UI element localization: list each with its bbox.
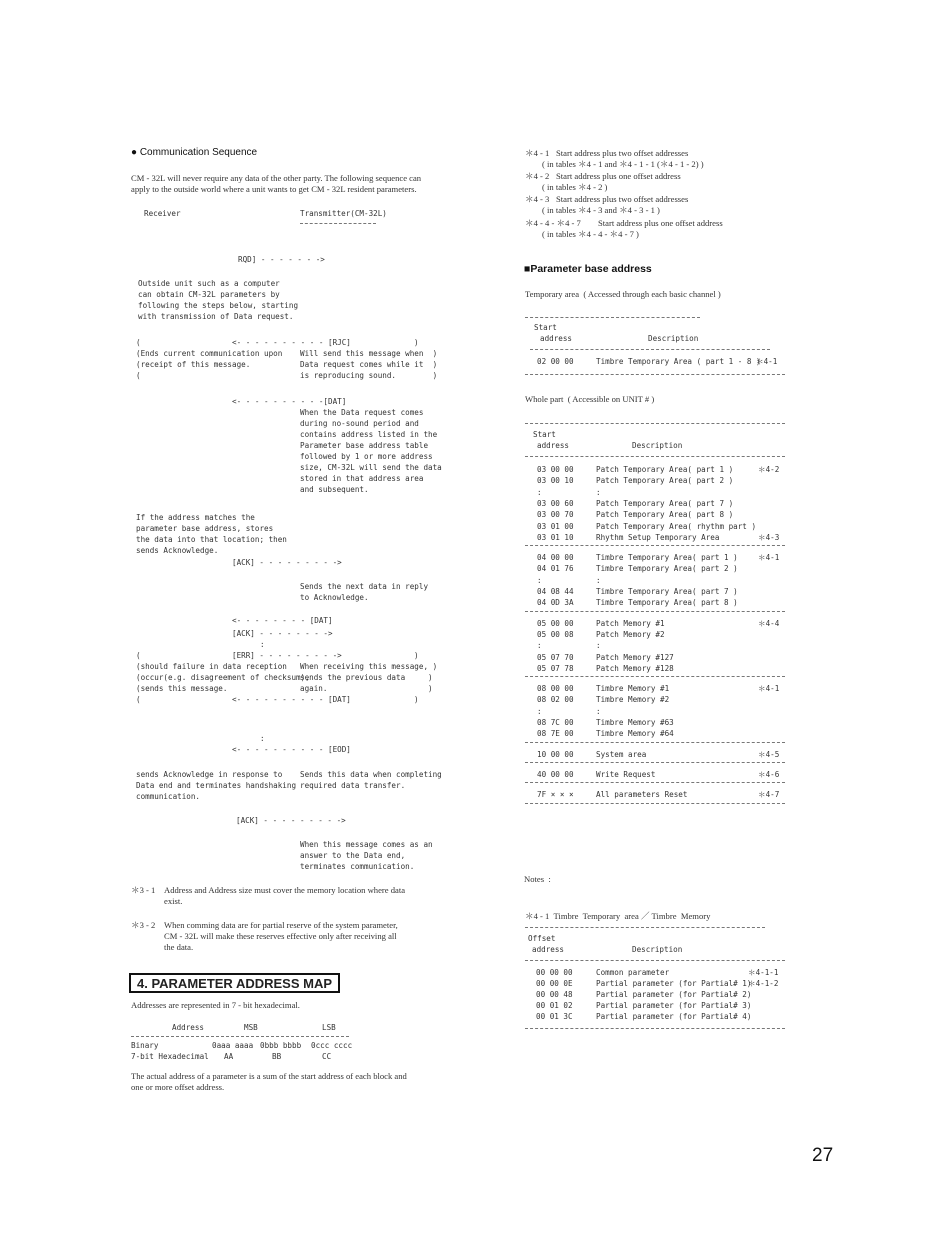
whole-row-desc: :	[596, 487, 601, 497]
map-hex-aa: AA	[224, 1052, 234, 1061]
outside-unit-3: following the steps below, starting	[138, 301, 299, 310]
whole-row-desc: System area	[596, 749, 647, 759]
rjc-right-2: Data request comes while it )	[300, 360, 438, 369]
notes-row-desc: Partial parameter (for Partial# 2)	[596, 990, 752, 999]
notes-row-desc: Partial parameter (for Partial# 1)	[596, 979, 752, 988]
err-right-2: sends the previous data )	[300, 673, 433, 682]
next-data-2: to Acknowledge.	[300, 593, 369, 602]
rjc-left-3: (	[136, 371, 141, 380]
intro-line-1: CM - 32L will never require any data of the other party. The following sequence can	[131, 173, 422, 183]
notes-row-desc: Common parameter	[596, 968, 670, 977]
ack-arrow-2: [ACK] - - - - - - - ->	[232, 629, 333, 638]
notes-row-desc: Partial parameter (for Partial# 3)	[596, 1001, 752, 1010]
whole-row-ref: ＊4-2	[758, 465, 780, 474]
err-left-3: (sends this message.	[136, 684, 228, 693]
dat-desc-5: followed by 1 or more address	[300, 452, 433, 461]
final-desc-3: terminates communication.	[300, 862, 415, 871]
receiver-label: Receiver	[144, 209, 181, 218]
map-head-address: Address	[172, 1023, 205, 1032]
temporary-area-label: Temporary area ( Accessed through each basic channel )	[525, 289, 721, 299]
whole-row-addr: :	[537, 575, 542, 585]
dat-arrow-1: <- - - - - - - - - -[DAT]	[232, 397, 347, 406]
whole-row-desc: Timbre Memory #1	[596, 684, 670, 694]
whole-row-addr: :	[537, 487, 542, 497]
whole-row-addr: 7F × × ×	[537, 790, 574, 800]
temp-head-start: Start	[534, 323, 557, 332]
note-3-1-line-2: exist.	[164, 896, 183, 906]
ack-arrow-3: [ACK] - - - - - - - - ->	[236, 816, 346, 825]
whole-row-addr: 03 00 60	[537, 498, 574, 508]
row-divider	[525, 676, 785, 677]
whole-row-desc: Rhythm Setup Temporary Area	[596, 532, 720, 542]
note-3-1-mark: ＊3 - 1	[131, 885, 156, 895]
whole-head-start: Start	[533, 430, 556, 439]
whole-row-addr: 04 01 76	[537, 564, 574, 574]
map-footer-2: one or more offset address.	[131, 1082, 225, 1092]
whole-row-desc: Patch Temporary Area( part 8 )	[596, 510, 734, 520]
whole-head-address: address	[537, 441, 570, 450]
err-left-2: (occur(e.g. disagreement of checksum),	[136, 673, 310, 682]
err-right-3: again. )	[300, 684, 433, 693]
whole-part-label: Whole part ( Accessible on UNIT # )	[525, 394, 655, 404]
whole-row-addr: :	[537, 641, 542, 651]
intro-line-2: apply to the outside world where a unit wants to get CM - 32L resident parameters.	[131, 184, 417, 194]
whole-row-addr: 05 00 08	[537, 629, 574, 639]
offset-1-mark: ＊4 - 1	[525, 148, 550, 158]
whole-row-desc: Patch Memory #128	[596, 663, 674, 673]
notes-row-addr: 00 01 3C	[536, 1012, 573, 1021]
offset-4-sub: ( in tables ＊4 - 4 - ＊4 - 7 )	[542, 229, 639, 239]
offset-4-text: Start address plus one offset address	[598, 218, 723, 228]
rjc-right-1: Will send this message when )	[300, 349, 438, 358]
colon: :	[260, 640, 265, 649]
whole-row-desc: Patch Temporary Area( part 7 )	[596, 498, 734, 508]
whole-row-desc: Timbre Temporary Area( part 1 )	[596, 553, 738, 563]
map-hex-bb: BB	[272, 1052, 282, 1061]
eod-left-2: Data end and terminates handshaking	[136, 781, 297, 790]
whole-row-ref: ＊4-4	[758, 618, 780, 628]
dat-arrow-3: <- - - - - - - - - - [DAT]	[232, 695, 351, 704]
whole-row-addr: 04 0D 3A	[537, 598, 574, 608]
whole-row-addr: 40 00 00	[537, 769, 574, 779]
eod-right-2: required data transfer.	[300, 781, 406, 790]
whole-row-ref: ＊4-1	[758, 553, 780, 563]
whole-row-ref: ＊4-1	[758, 684, 780, 694]
whole-row-addr: 03 00 10	[537, 476, 574, 486]
offset-3-mark: ＊4 - 3	[525, 194, 550, 204]
match-desc-1: If the address matches the	[136, 513, 255, 522]
offset-1-sub: ( in tables ＊4 - 1 and ＊4 - 1 - 1 (＊4 - 1 - 2) )	[542, 159, 704, 169]
whole-row-desc: Patch Temporary Area( part 2 )	[596, 476, 734, 486]
transmitter-label: Transmitter(CM-32L)	[300, 209, 387, 218]
whole-row-addr: 04 00 00	[537, 553, 574, 563]
whole-row-desc: Patch Temporary Area( part 1 )	[596, 465, 734, 474]
err-arrow: [ERR] - - - - - - - - ->	[232, 651, 342, 660]
note-3-2-mark: ＊3 - 2	[131, 920, 156, 930]
next-data-1: Sends the next data in reply	[300, 582, 429, 591]
rjc-left-2: (receipt of this message.	[136, 360, 251, 369]
whole-row-addr: 08 7E 00	[537, 729, 574, 739]
whole-row-ref: ＊4-3	[758, 532, 780, 542]
paren: (	[136, 651, 141, 660]
notes-row-ref: ＊4-1-2	[748, 979, 779, 988]
map-hex-label: 7-bit Hexadecimal	[131, 1052, 209, 1061]
err-left-1: (should failure in data reception	[136, 662, 287, 671]
offset-2-text: Start address plus one offset address	[556, 171, 681, 181]
rjc-left-1: (Ends current communication upon	[136, 349, 283, 358]
temp-head-address: address	[540, 334, 573, 343]
offset-2-mark: ＊4 - 2	[525, 171, 550, 181]
whole-row-ref: ＊4-7	[758, 790, 780, 800]
row-divider	[525, 611, 785, 612]
note-3-1-line-1: Address and Address size must cover the memory location where data	[164, 885, 406, 895]
map-head-lsb: LSB	[322, 1023, 336, 1032]
whole-row-addr: 08 02 00	[537, 695, 574, 705]
notes-row-addr: 00 00 48	[536, 990, 573, 999]
whole-row-desc: Write Request	[596, 769, 656, 779]
row-divider	[525, 742, 785, 743]
whole-row-addr: 03 00 00	[537, 465, 574, 474]
whole-head-description: Description	[632, 441, 683, 450]
ack-arrow-1: [ACK] - - - - - - - - ->	[232, 558, 342, 567]
offset-2-sub: ( in tables ＊4 - 2 )	[542, 182, 608, 192]
dat-desc-2: during no-sound period and	[300, 419, 419, 428]
map-binary-label: Binary	[131, 1041, 159, 1050]
map-binary-aa: 0aaa aaaa	[212, 1041, 254, 1050]
dat-desc-1: When the Data request comes	[300, 408, 424, 417]
whole-row-addr: 04 08 44	[537, 587, 574, 596]
whole-row-desc: :	[596, 575, 601, 585]
whole-row-ref: ＊4-5	[758, 749, 780, 759]
offset-3-sub: ( in tables ＊4 - 3 and ＊4 - 3 - 1 )	[542, 205, 660, 215]
notes-head-address: address	[532, 945, 565, 954]
final-desc-1: When this message comes as an	[300, 840, 433, 849]
outside-unit-4: with transmission of Data request.	[138, 312, 294, 321]
note-3-2-line-3: the data.	[164, 942, 194, 952]
whole-row-desc: Patch Memory #2	[596, 629, 665, 639]
whole-row-addr: 03 01 00	[537, 521, 574, 531]
dat-desc-4: Parameter base address table	[300, 441, 429, 450]
paren: )	[414, 338, 419, 347]
rqd-arrow: RQD] - - - - - - ->	[238, 255, 325, 264]
eod-arrow: <- - - - - - - - - - [EOD]	[232, 745, 351, 754]
whole-row-addr: :	[537, 706, 542, 716]
outside-unit-2: can obtain CM-32L parameters by	[138, 290, 280, 299]
temp-head-description: Description	[648, 334, 699, 343]
outside-unit-1: Outside unit such as a computer	[138, 279, 280, 288]
section-title-communication: ● Communication Sequence	[131, 147, 258, 158]
map-hex-cc: CC	[322, 1052, 332, 1061]
map-footer-1: The actual address of a parameter is a sum of the start address of each block and	[131, 1071, 407, 1081]
notes-table-title: ＊4 - 1 Timbre Temporary area ／ Timbre Memory	[525, 911, 711, 921]
paren: (	[136, 338, 141, 347]
whole-row-addr: 08 7C 00	[537, 718, 574, 727]
dat-desc-3: contains address listed in the	[300, 430, 438, 439]
whole-row-desc: Timbre Temporary Area( part 8 )	[596, 598, 738, 608]
rjc-arrow: <- - - - - - - - - - [RJC]	[232, 338, 351, 347]
offset-1-text: Start address plus two offset addresses	[556, 148, 689, 158]
notes-label: Notes :	[524, 874, 551, 884]
row-divider	[525, 782, 785, 783]
page-number: 27	[812, 1145, 834, 1166]
offset-4-mark: ＊4 - 4 - ＊4 - 7	[525, 218, 581, 228]
temp-row-addr: 02 00 00	[537, 357, 574, 366]
map-head-msb: MSB	[244, 1023, 258, 1032]
dat-desc-8: and subsequent.	[300, 485, 369, 494]
dat-arrow-2: <- - - - - - - - [DAT]	[232, 616, 333, 625]
match-desc-3: the data into that location; then	[136, 535, 287, 544]
dat-desc-7: stored in that address area	[300, 474, 424, 483]
match-desc-2: parameter base address, stores	[136, 524, 274, 533]
rjc-right-3: is reproducing sound. )	[300, 371, 438, 380]
offset-3-text: Start address plus two offset addresses	[556, 194, 689, 204]
err-left-4: (	[136, 695, 141, 704]
row-divider	[525, 762, 785, 763]
whole-row-desc: Patch Temporary Area( rhythm part )	[596, 521, 757, 531]
whole-row-desc: Timbre Temporary Area( part 7 )	[596, 587, 738, 596]
note-3-2-line-2: CM - 32L will make these reserves effective only after receiving all	[164, 931, 397, 941]
section-title-base-address: ■Parameter base address	[524, 263, 652, 275]
colon: :	[260, 734, 265, 743]
whole-row-addr: 08 00 00	[537, 684, 574, 694]
note-3-2-line-1: When comming data are for partial reserve of the system parameter,	[164, 920, 398, 930]
whole-row-ref: ＊4-6	[758, 769, 780, 779]
eod-right-1: Sends this data when completing	[300, 770, 442, 779]
eod-left-1: sends Acknowledge in response to	[136, 770, 283, 779]
whole-row-addr: 05 07 70	[537, 652, 574, 662]
err-right-1: When receiving this message, )	[300, 662, 438, 671]
whole-row-desc: Patch Memory #1	[596, 618, 665, 628]
eod-left-3: communication.	[136, 792, 201, 801]
whole-row-desc: Timbre Memory #63	[596, 718, 674, 727]
temp-row-ref: ＊4-1	[756, 357, 778, 366]
whole-row-desc: Timbre Memory #64	[596, 729, 674, 739]
whole-row-desc: Patch Memory #127	[596, 652, 674, 662]
whole-row-desc: All parameters Reset	[596, 790, 688, 800]
map-binary-bb: 0bbb bbbb	[260, 1041, 302, 1050]
map-subtitle: Addresses are represented in 7 - bit hexadecimal.	[131, 1000, 300, 1010]
whole-row-desc: :	[596, 706, 601, 716]
section-title-parameter-address-map: 4. PARAMETER ADDRESS MAP	[129, 973, 340, 993]
temp-row-desc: Timbre Temporary Area ( part 1 - 8 )	[596, 357, 761, 366]
notes-row-addr: 00 00 00	[536, 968, 573, 977]
paren: )	[414, 695, 419, 704]
whole-row-desc: :	[596, 641, 601, 651]
whole-row-addr: 05 07 78	[537, 663, 574, 673]
paren: )	[414, 651, 419, 660]
row-divider	[525, 545, 785, 546]
whole-row-desc: Timbre Temporary Area( part 2 )	[596, 564, 738, 574]
whole-row-addr: 03 00 70	[537, 510, 574, 520]
whole-row-addr: 05 00 00	[537, 618, 574, 628]
match-desc-4: sends Acknowledge.	[136, 546, 219, 555]
final-desc-2: answer to the Data end,	[300, 851, 406, 860]
whole-row-addr: 03 01 10	[537, 532, 574, 542]
dat-desc-6: size, CM-32L will send the data	[300, 463, 442, 472]
notes-row-addr: 00 01 02	[536, 1001, 573, 1010]
whole-row-addr: 10 00 00	[537, 749, 574, 759]
notes-head-offset: Offset	[528, 934, 556, 943]
notes-row-desc: Partial parameter (for Partial# 4)	[596, 1012, 752, 1021]
notes-row-ref: ＊4-1-1	[748, 968, 779, 977]
whole-row-desc: Timbre Memory #2	[596, 695, 670, 705]
notes-row-addr: 00 00 0E	[536, 979, 573, 988]
map-binary-cc: 0ccc cccc	[311, 1041, 353, 1050]
notes-head-description: Description	[632, 945, 683, 954]
